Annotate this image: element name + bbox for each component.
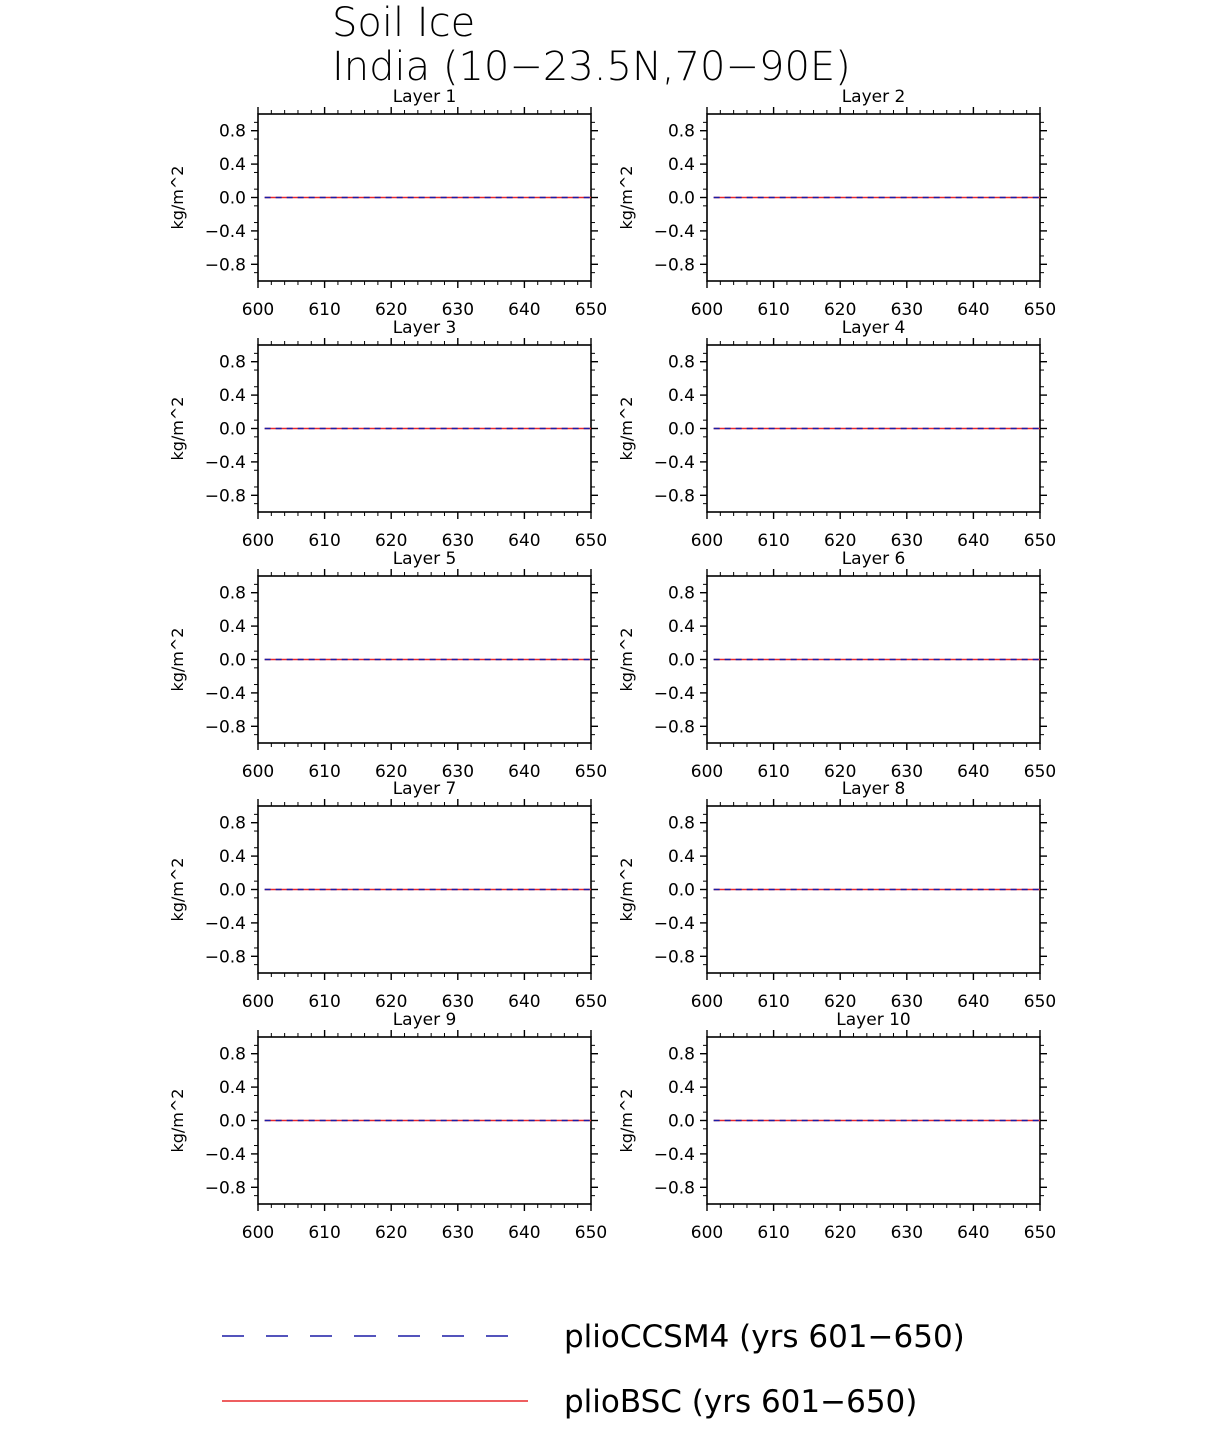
y-tick-label: 0.0 (218, 880, 246, 901)
y-tick-label: 0.4 (667, 847, 695, 868)
panel-layer-5 (168, 549, 607, 782)
panel-grid (168, 87, 1056, 1243)
y-tick-label: −0.8 (653, 255, 695, 276)
x-tick-label: 650 (574, 1223, 608, 1243)
y-tick-label: 0.4 (218, 1078, 246, 1099)
legend-label-1: plioCCSM4 (yrs 601−650) (564, 1319, 965, 1355)
x-tick-label: 650 (1023, 531, 1057, 551)
panel-title: Layer 7 (392, 779, 457, 799)
x-tick-label: 640 (508, 300, 541, 320)
x-tick-label: 640 (957, 992, 990, 1012)
x-tick-label: 630 (890, 762, 924, 782)
y-tick-label: 0.4 (218, 617, 246, 638)
y-tick-label: −0.4 (653, 683, 695, 704)
x-tick-label: 610 (757, 1223, 790, 1243)
x-tick-label: 630 (890, 992, 924, 1012)
x-tick-label: 620 (823, 992, 857, 1012)
x-tick-label: 640 (957, 531, 990, 551)
x-tick-label: 600 (690, 531, 724, 551)
y-axis-label: kg/m^2 (168, 627, 187, 692)
panel-title: Layer 1 (392, 87, 457, 107)
panel-title: Layer 3 (392, 318, 457, 338)
x-tick-label: 600 (241, 300, 275, 320)
x-tick-label: 600 (690, 300, 724, 320)
y-tick-label: −0.4 (204, 683, 246, 704)
x-tick-label: 650 (574, 531, 608, 551)
x-tick-label: 620 (374, 300, 408, 320)
x-tick-label: 650 (1023, 300, 1057, 320)
y-tick-label: 0.8 (667, 121, 695, 142)
x-tick-label: 600 (690, 762, 724, 782)
x-tick-label: 650 (574, 300, 608, 320)
panel-layer-10 (617, 1010, 1056, 1243)
x-tick-label: 600 (241, 992, 275, 1012)
y-tick-label: 0.4 (667, 386, 695, 407)
y-axis-label: kg/m^2 (168, 857, 187, 922)
y-tick-label: −0.4 (653, 452, 695, 473)
y-tick-label: 0.0 (218, 188, 246, 209)
y-tick-label: −0.4 (653, 1144, 695, 1165)
x-tick-label: 630 (441, 300, 475, 320)
y-tick-label: 0.8 (667, 583, 695, 604)
panel-title: Layer 10 (836, 1010, 911, 1030)
panel-title: Layer 6 (841, 549, 906, 569)
y-axis-label: kg/m^2 (617, 165, 636, 230)
y-tick-label: 0.0 (667, 1111, 695, 1132)
y-tick-label: 0.4 (218, 155, 246, 176)
panel-layer-2 (617, 87, 1056, 320)
x-tick-label: 620 (374, 1223, 408, 1243)
y-tick-label: 0.8 (218, 1044, 246, 1065)
panel-layer-4 (617, 318, 1056, 551)
y-tick-label: −0.8 (653, 947, 695, 968)
y-tick-label: 0.8 (667, 1044, 695, 1065)
y-axis-label: kg/m^2 (168, 1088, 187, 1153)
x-tick-label: 610 (757, 300, 790, 320)
x-tick-label: 600 (241, 1223, 275, 1243)
x-tick-label: 620 (374, 531, 408, 551)
y-tick-label: 0.8 (218, 583, 246, 604)
x-tick-label: 650 (1023, 992, 1057, 1012)
y-tick-label: −0.8 (653, 1178, 695, 1199)
y-tick-label: 0.0 (218, 1111, 246, 1132)
figure-title-line-2: India (10−23.5N,70−90E) (332, 44, 851, 90)
y-tick-label: 0.0 (667, 419, 695, 440)
y-tick-label: −0.8 (204, 255, 246, 276)
panel-title: Layer 4 (841, 318, 906, 338)
x-tick-label: 610 (308, 1223, 341, 1243)
x-tick-label: 640 (957, 1223, 990, 1243)
y-tick-label: 0.4 (667, 617, 695, 638)
x-tick-label: 620 (374, 762, 408, 782)
y-tick-label: 0.4 (667, 155, 695, 176)
y-tick-label: −0.8 (653, 717, 695, 738)
x-tick-label: 610 (308, 300, 341, 320)
y-tick-label: 0.8 (218, 121, 246, 142)
panel-layer-9 (168, 1010, 607, 1243)
panel-layer-6 (617, 549, 1056, 782)
y-tick-label: −0.4 (204, 913, 246, 934)
x-tick-label: 620 (823, 762, 857, 782)
x-tick-label: 630 (441, 1223, 475, 1243)
panel-layer-1 (168, 87, 607, 320)
y-tick-label: 0.4 (667, 1078, 695, 1099)
y-tick-label: 0.8 (667, 352, 695, 373)
y-tick-label: 0.8 (218, 813, 246, 834)
y-tick-label: 0.0 (667, 650, 695, 671)
y-tick-label: 0.0 (218, 419, 246, 440)
y-tick-label: 0.0 (218, 650, 246, 671)
y-tick-label: −0.8 (204, 1178, 246, 1199)
x-tick-label: 620 (823, 300, 857, 320)
x-tick-label: 640 (508, 1223, 541, 1243)
panel-layer-8 (617, 779, 1056, 1012)
x-tick-label: 640 (508, 762, 541, 782)
x-tick-label: 600 (690, 992, 724, 1012)
panel-layer-3 (168, 318, 607, 551)
x-tick-label: 640 (957, 762, 990, 782)
y-axis-label: kg/m^2 (168, 165, 187, 230)
y-axis-label: kg/m^2 (168, 396, 187, 461)
y-tick-label: −0.4 (653, 221, 695, 242)
x-tick-label: 610 (757, 762, 790, 782)
y-tick-label: 0.4 (218, 386, 246, 407)
y-axis-label: kg/m^2 (617, 627, 636, 692)
y-tick-label: −0.8 (204, 486, 246, 507)
x-tick-label: 600 (241, 531, 275, 551)
y-axis-label: kg/m^2 (617, 396, 636, 461)
y-tick-label: 0.0 (667, 188, 695, 209)
y-tick-label: −0.8 (204, 717, 246, 738)
x-tick-label: 600 (690, 1223, 724, 1243)
y-tick-label: 0.0 (667, 880, 695, 901)
y-tick-label: −0.8 (653, 486, 695, 507)
x-tick-label: 650 (1023, 1223, 1057, 1243)
x-tick-label: 610 (308, 992, 341, 1012)
y-tick-label: −0.4 (204, 221, 246, 242)
panel-title: Layer 8 (841, 779, 906, 799)
y-axis-label: kg/m^2 (617, 857, 636, 922)
x-tick-label: 630 (441, 992, 475, 1012)
x-tick-label: 630 (890, 1223, 924, 1243)
y-axis-label: kg/m^2 (617, 1088, 636, 1153)
x-tick-label: 650 (574, 992, 608, 1012)
panel-layer-7 (168, 779, 607, 1012)
x-tick-label: 640 (508, 531, 541, 551)
x-tick-label: 650 (1023, 762, 1057, 782)
panel-title: Layer 2 (841, 87, 906, 107)
figure-title-line-1: Soil Ice (332, 0, 476, 46)
y-tick-label: −0.4 (204, 1144, 246, 1165)
y-tick-label: 0.4 (218, 847, 246, 868)
x-tick-label: 620 (374, 992, 408, 1012)
x-tick-label: 620 (823, 1223, 857, 1243)
x-tick-label: 630 (890, 531, 924, 551)
y-tick-label: −0.4 (653, 913, 695, 934)
y-tick-label: −0.4 (204, 452, 246, 473)
panel-title: Layer 9 (392, 1010, 457, 1030)
panel-title: Layer 5 (392, 549, 457, 569)
x-tick-label: 620 (823, 531, 857, 551)
x-tick-label: 640 (508, 992, 541, 1012)
y-tick-label: −0.8 (204, 947, 246, 968)
y-tick-label: 0.8 (667, 813, 695, 834)
x-tick-label: 600 (241, 762, 275, 782)
x-tick-label: 630 (890, 300, 924, 320)
x-tick-label: 630 (441, 531, 475, 551)
x-tick-label: 650 (574, 762, 608, 782)
legend (222, 1319, 965, 1420)
legend-label-2: plioBSC (yrs 601−650) (564, 1384, 918, 1420)
x-tick-label: 610 (757, 531, 790, 551)
x-tick-label: 610 (308, 531, 341, 551)
x-tick-label: 610 (757, 992, 790, 1012)
x-tick-label: 610 (308, 762, 341, 782)
x-tick-label: 630 (441, 762, 475, 782)
x-tick-label: 640 (957, 300, 990, 320)
y-tick-label: 0.8 (218, 352, 246, 373)
